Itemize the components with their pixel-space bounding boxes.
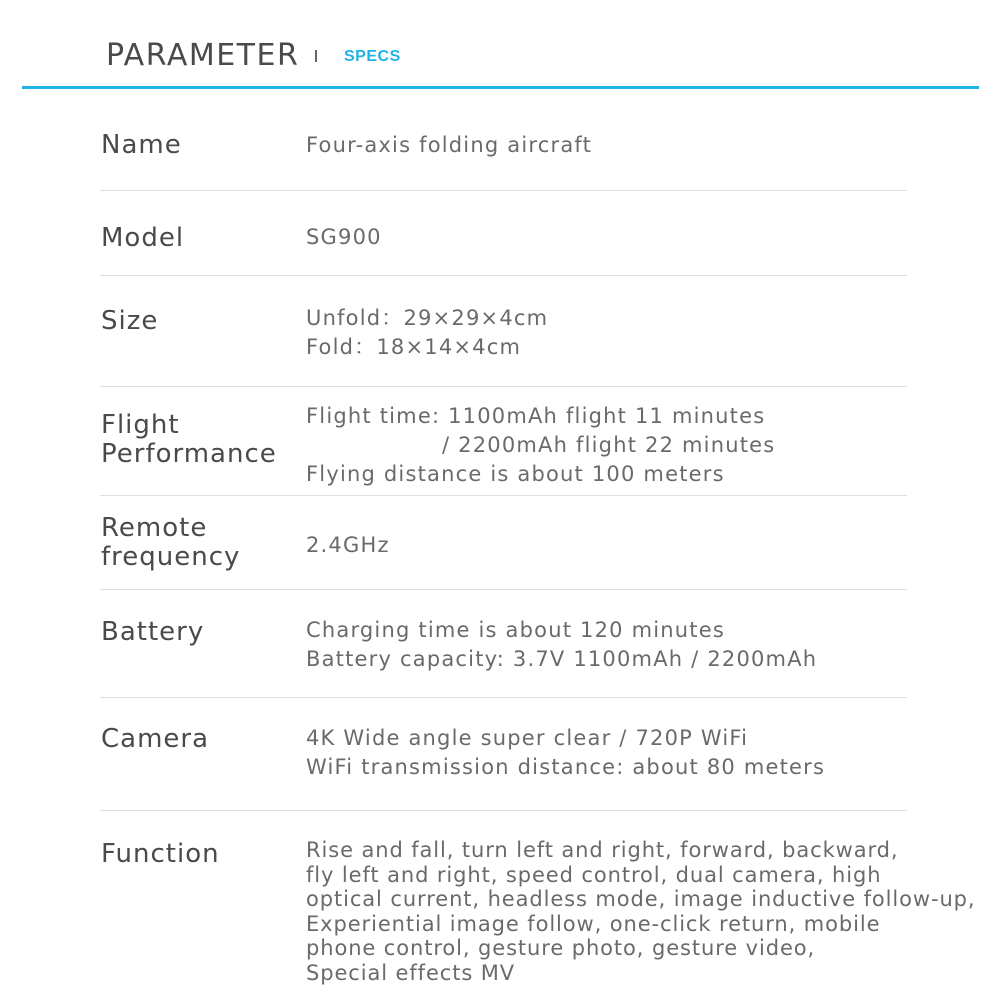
spec-value-size: Unfold：29×29×4cm Fold：18×14×4cm <box>306 306 549 359</box>
page-subtitle: SPECS <box>344 48 401 65</box>
spec-label-battery: Battery <box>101 617 205 647</box>
spec-label-remote-frequency: Remote frequency <box>101 513 241 572</box>
spec-label-name: Name <box>101 130 182 160</box>
row-divider <box>100 386 907 387</box>
spec-label-flight-performance: Flight Performance <box>101 410 277 469</box>
spec-label-camera: Camera <box>101 724 210 754</box>
spec-value-function: Rise and fall, turn left and right, forward, backward, fly left and right, speed control, dual camera, high optical current, headless mode, image inductive follow-up, Experiential image follow, one-click return, mobile phone control, gesture photo, gesture video, Special effects MV <box>306 838 976 985</box>
row-divider <box>100 810 907 811</box>
spec-value-flight-performance: Flight time: 1100mAh flight 11 minutes / 2200mAh flight 22 minutes Flying distance is about 100 meters <box>306 404 776 486</box>
spec-value-remote-frequency: 2.4GHz <box>306 533 390 557</box>
row-divider <box>100 589 907 590</box>
spec-value-camera: 4K Wide angle super clear / 720P WiFi WiFi transmission distance: about 80 meters <box>306 726 826 779</box>
spec-value-name: Four-axis folding aircraft <box>306 133 593 157</box>
spec-value-model: SG900 <box>306 225 382 249</box>
row-divider <box>100 275 907 276</box>
row-divider <box>100 190 907 191</box>
spec-label-model: Model <box>101 223 185 253</box>
spec-value-battery: Charging time is about 120 minutes Battery capacity: 3.7V 1100mAh / 2200mAh <box>306 618 818 671</box>
row-divider <box>100 697 907 698</box>
page-title: PARAMETER <box>106 38 300 73</box>
spec-label-function: Function <box>101 839 220 869</box>
spec-label-size: Size <box>101 306 159 336</box>
row-divider <box>100 495 907 496</box>
